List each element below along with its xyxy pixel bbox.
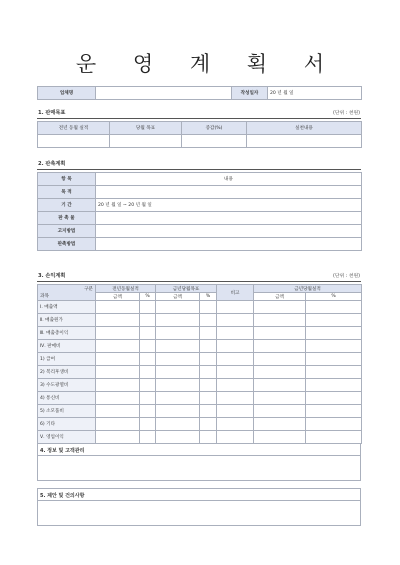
row-label-period: 기 간 xyxy=(38,199,96,212)
sub-amount: 금액 xyxy=(96,293,140,301)
cell-input[interactable] xyxy=(306,392,362,405)
cell-input[interactable] xyxy=(140,327,156,340)
cell-input[interactable] xyxy=(306,418,362,431)
cell-input[interactable] xyxy=(96,431,140,444)
row-subject: 6) 기타 xyxy=(38,418,96,431)
info-header xyxy=(38,444,360,456)
section-info: 4. 정보 및 고객관리 xyxy=(40,448,85,454)
cell-input[interactable] xyxy=(306,405,362,418)
row-label-purpose: 목 적 xyxy=(38,186,96,199)
cell-input[interactable] xyxy=(156,301,200,314)
cell-input[interactable] xyxy=(96,366,140,379)
divider xyxy=(37,281,361,282)
cell-input[interactable] xyxy=(156,366,200,379)
sub-pct: % xyxy=(200,293,217,301)
period-field[interactable]: 20 년 월 일 ~ 20 년 월 일 xyxy=(96,199,362,212)
table-row xyxy=(38,379,362,392)
section-sales-plan: 2. 판촉계획 xyxy=(38,161,66,167)
cell-input[interactable] xyxy=(306,340,362,353)
table-row xyxy=(38,418,362,431)
sub-pct: % xyxy=(306,293,362,301)
cell-input[interactable] xyxy=(140,340,156,353)
cell-input[interactable] xyxy=(38,135,110,148)
sales-target-table xyxy=(37,121,362,148)
cell-input[interactable] xyxy=(247,135,362,148)
cell-input[interactable] xyxy=(217,431,254,444)
cell-input[interactable] xyxy=(140,301,156,314)
suggest-header xyxy=(38,489,360,501)
cell-input[interactable] xyxy=(306,431,362,444)
row-subject: Ⅳ. 판매비 xyxy=(38,340,96,353)
company-field[interactable] xyxy=(96,87,232,100)
cell-input[interactable] xyxy=(217,366,254,379)
cell-input[interactable] xyxy=(156,392,200,405)
cell-input[interactable] xyxy=(140,418,156,431)
cell-input[interactable] xyxy=(306,366,362,379)
promo-item-field[interactable] xyxy=(96,212,362,225)
group-remark: 비고 xyxy=(217,285,254,301)
notice-field[interactable] xyxy=(96,225,362,238)
cell-input[interactable] xyxy=(200,431,217,444)
cell-input[interactable] xyxy=(200,353,217,366)
table-row xyxy=(38,327,362,340)
cell-input[interactable] xyxy=(254,301,306,314)
cell-input[interactable] xyxy=(200,366,217,379)
item-header: 항 목 xyxy=(38,173,96,186)
row-subject: 4) 통신비 xyxy=(38,392,96,405)
cell-input[interactable] xyxy=(96,405,140,418)
row-label-promo-method: 판촉방법 xyxy=(38,238,96,251)
corner-bottom: 과목 xyxy=(38,293,96,301)
row-subject: Ⅴ. 영업이익 xyxy=(38,431,96,444)
sub-amount: 금액 xyxy=(156,293,200,301)
cell-input[interactable] xyxy=(140,314,156,327)
cell-input[interactable] xyxy=(217,392,254,405)
cell-input[interactable] xyxy=(140,379,156,392)
group-month-result: 금년당월실적 xyxy=(254,285,362,293)
section-sales-target: 1. 판매목표 xyxy=(38,110,66,116)
cell-input[interactable] xyxy=(96,314,140,327)
cell-input[interactable] xyxy=(156,405,200,418)
cell-input[interactable] xyxy=(156,327,200,340)
sub-amount: 금액 xyxy=(254,293,306,301)
sub-pct: % xyxy=(140,293,156,301)
row-label-notice: 고지방법 xyxy=(38,225,96,238)
cell-input[interactable] xyxy=(217,418,254,431)
date-label: 작성일자 xyxy=(232,87,268,100)
table-row xyxy=(38,340,362,353)
cell-input[interactable] xyxy=(200,340,217,353)
divider xyxy=(37,118,361,119)
cell-input[interactable] xyxy=(254,353,306,366)
cell-input[interactable] xyxy=(96,418,140,431)
row-subject: 5) 소모품비 xyxy=(38,405,96,418)
cell-input[interactable] xyxy=(306,379,362,392)
cell-input[interactable] xyxy=(156,340,200,353)
cell-input[interactable] xyxy=(200,314,217,327)
row-subject: 2) 복리후생비 xyxy=(38,366,96,379)
cell-input[interactable] xyxy=(96,353,140,366)
cell-input[interactable] xyxy=(217,405,254,418)
cell-input[interactable] xyxy=(254,340,306,353)
cell-input[interactable] xyxy=(254,379,306,392)
section-suggest: 5. 제안 및 건의사항 xyxy=(40,493,85,499)
cell-input[interactable] xyxy=(217,340,254,353)
cell-input[interactable] xyxy=(217,314,254,327)
purpose-field[interactable] xyxy=(96,186,362,199)
cell-input[interactable] xyxy=(156,418,200,431)
promo-method-field[interactable] xyxy=(96,238,362,251)
cell-input[interactable] xyxy=(306,301,362,314)
cell-input[interactable] xyxy=(200,405,217,418)
profit-table xyxy=(37,284,362,444)
content-header: 내용 xyxy=(96,173,362,186)
cell-input[interactable] xyxy=(156,314,200,327)
unit-label: (단위 : 천원) xyxy=(333,111,360,116)
cell-input[interactable] xyxy=(306,353,362,366)
cell-input[interactable] xyxy=(200,392,217,405)
cell-input[interactable] xyxy=(96,340,140,353)
cell-input[interactable] xyxy=(96,379,140,392)
table-row xyxy=(38,392,362,405)
cell-input[interactable] xyxy=(306,314,362,327)
cell-input[interactable] xyxy=(140,366,156,379)
cell-input[interactable] xyxy=(140,431,156,444)
page-title: 운 영 계 획 서 xyxy=(75,52,340,76)
col-change: 증감(%) xyxy=(182,122,247,135)
divider xyxy=(37,169,361,170)
group-prev-result: 전년동월실적 xyxy=(96,285,156,293)
row-subject: Ⅰ. 매출액 xyxy=(38,301,96,314)
cell-input[interactable] xyxy=(156,431,200,444)
header-table xyxy=(37,86,362,100)
cell-input[interactable] xyxy=(217,327,254,340)
suggest-box xyxy=(37,488,361,526)
unit-label: (단위 : 천원) xyxy=(333,274,360,279)
cell-input[interactable] xyxy=(200,379,217,392)
table-row xyxy=(38,431,362,444)
section-profit-plan: 3. 손익계획 xyxy=(38,273,66,279)
cell-input[interactable] xyxy=(182,135,247,148)
cell-input[interactable] xyxy=(200,301,217,314)
row-subject: Ⅲ. 매출총이익 xyxy=(38,327,96,340)
cell-input[interactable] xyxy=(254,418,306,431)
sales-plan-table xyxy=(37,172,362,251)
col-action: 실천내용 xyxy=(247,122,362,135)
table-row xyxy=(38,314,362,327)
cell-input[interactable] xyxy=(254,405,306,418)
row-subject: Ⅱ. 매출원가 xyxy=(38,314,96,327)
info-box xyxy=(37,443,361,481)
cell-input[interactable] xyxy=(217,379,254,392)
cell-input[interactable] xyxy=(254,392,306,405)
cell-input[interactable] xyxy=(254,431,306,444)
table-row xyxy=(38,366,362,379)
cell-input[interactable] xyxy=(96,392,140,405)
cell-input[interactable] xyxy=(140,392,156,405)
company-label: 업체명 xyxy=(38,87,96,100)
table-row xyxy=(38,405,362,418)
cell-input[interactable] xyxy=(140,353,156,366)
group-month-target: 금년당월목표 xyxy=(156,285,217,293)
col-month-target: 당월 목표 xyxy=(110,122,182,135)
cell-input[interactable] xyxy=(140,405,156,418)
table-row xyxy=(38,301,362,314)
corner-top: 구분 xyxy=(38,285,96,293)
cell-input[interactable] xyxy=(96,327,140,340)
cell-input[interactable] xyxy=(200,327,217,340)
col-prev-result: 전년 동월 실적 xyxy=(38,122,110,135)
cell-input[interactable] xyxy=(110,135,182,148)
cell-input[interactable] xyxy=(254,327,306,340)
cell-input[interactable] xyxy=(96,301,140,314)
row-label-promo-item: 판 촉 물 xyxy=(38,212,96,225)
row-subject: 1) 급여 xyxy=(38,353,96,366)
cell-input[interactable] xyxy=(306,327,362,340)
cell-input[interactable] xyxy=(217,301,254,314)
cell-input[interactable] xyxy=(217,353,254,366)
cell-input[interactable] xyxy=(156,379,200,392)
table-row xyxy=(38,353,362,366)
row-subject: 3) 수도광열비 xyxy=(38,379,96,392)
cell-input[interactable] xyxy=(156,353,200,366)
date-field[interactable]: 20 년 월 일 xyxy=(268,87,362,100)
cell-input[interactable] xyxy=(200,418,217,431)
cell-input[interactable] xyxy=(254,366,306,379)
cell-input[interactable] xyxy=(254,314,306,327)
